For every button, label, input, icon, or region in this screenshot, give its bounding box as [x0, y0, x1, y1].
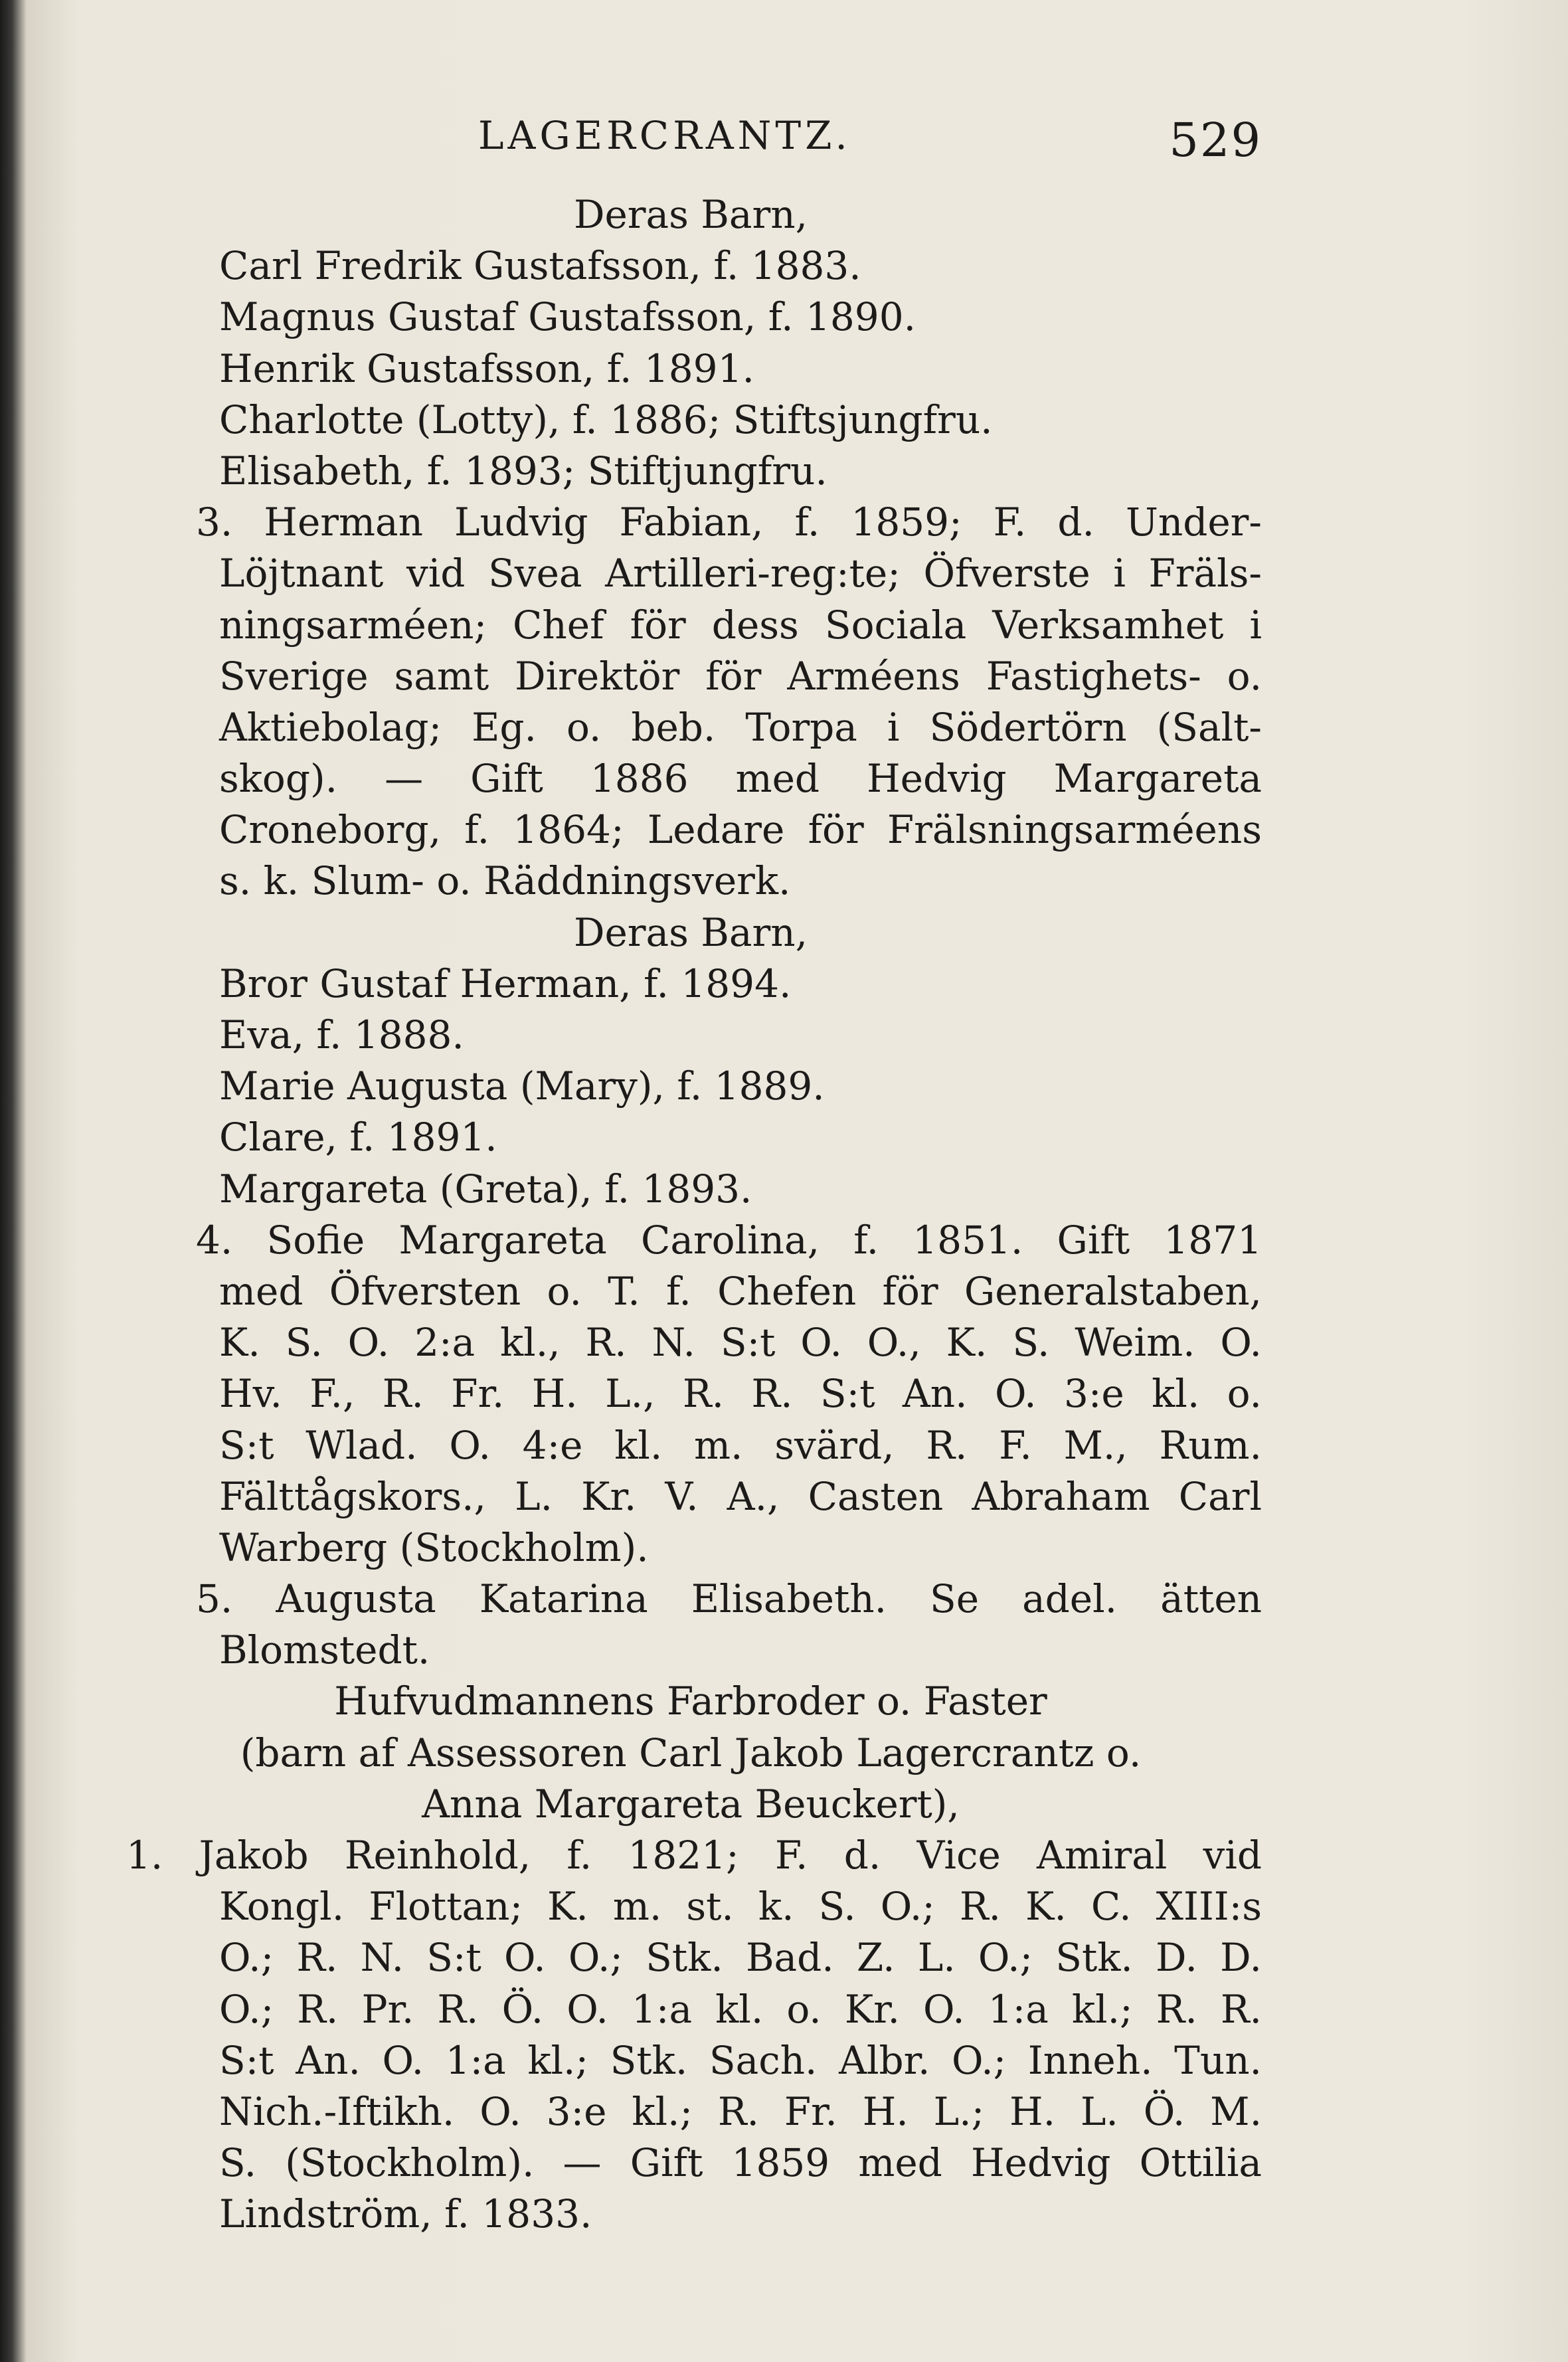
text-line: O.; R. Pr. R. Ö. O. 1:a kl. o. Kr. O. 1:a kl.; R. R.: [219, 1986, 1262, 2032]
text-line: (barn af Assessoren Carl Jakob Lagercrantz o.: [240, 1730, 1142, 1775]
text-line: ningsarméen; Chef för dess Sociala Verksamhet i: [219, 602, 1262, 648]
text-line: K. S. O. 2:a kl., R. N. S:t O. O., K. S. Weim. O.: [219, 1320, 1262, 1366]
running-header: [478, 113, 1262, 173]
body-text: [120, 189, 1262, 2240]
text-line: 4. Sofie Margareta Carolina, f. 1851. Gift 1871: [196, 1217, 1262, 1263]
text-line: Hv. F., R. Fr. H. L., R. R. S:t An. O. 3:e kl. o.: [219, 1371, 1262, 1417]
text-line: Kongl. Flottan; K. m. st. k. S. O.; R. K. C. XIII:s: [219, 1884, 1262, 1930]
text-line: Aktiebolag; Eg. o. beb. Torpa i Södertörn (Salt-: [219, 704, 1262, 750]
text-line: S:t Wlad. O. 4:e kl. m. svärd, R. F. M., Rum.: [219, 1422, 1262, 1468]
text-line: skog). — Gift 1886 med Hedvig Margareta: [219, 756, 1262, 802]
text-line: Clare, f. 1891.: [219, 1115, 497, 1160]
text-line: Margareta (Greta), f. 1893.: [219, 1166, 752, 1212]
text-line: S. (Stockholm). — Gift 1859 med Hedvig Ottilia: [219, 2140, 1262, 2186]
text-line: Deras Barn,: [573, 909, 808, 955]
text-line: Deras Barn,: [573, 192, 808, 237]
text-line: Lindström, f. 1833.: [219, 2191, 592, 2237]
text-line: S:t An. O. 1:a kl.; Stk. Sach. Albr. O.; Inneh. Tun.: [219, 2037, 1262, 2083]
text-line: Warberg (Stockholm).: [219, 1524, 649, 1570]
header-title: LAGERCRANTZ.: [478, 113, 851, 158]
text-line: Elisabeth, f. 1893; Stiftjungfru.: [219, 448, 828, 494]
text-line: Magnus Gustaf Gustafsson, f. 1890.: [219, 294, 916, 340]
text-line: Charlotte (Lotty), f. 1886; Stiftsjungfru.: [219, 397, 993, 442]
text-line: Fälttågskors., L. Kr. V. A., Casten Abraham Carl: [219, 1473, 1262, 1519]
text-line: Croneborg, f. 1864; Ledare för Frälsningsarméens: [219, 807, 1262, 853]
text-line: Henrik Gustafsson, f. 1891.: [219, 345, 754, 391]
text-line: 1. Jakob Reinhold, f. 1821; F. d. Vice Amiral vid: [126, 1833, 1262, 1878]
page-number: 529: [1169, 113, 1262, 167]
text-line: Marie Augusta (Mary), f. 1889.: [219, 1063, 825, 1109]
text-line: Anna Margareta Beuckert),: [422, 1781, 960, 1827]
text-line: 3. Herman Ludvig Fabian, f. 1859; F. d. Under-: [196, 500, 1262, 545]
text-line: O.; R. N. S:t O. O.; Stk. Bad. Z. L. O.; Stk. D. D.: [219, 1935, 1262, 1981]
text-line: Sverige samt Direktör för Arméens Fastighets- o.: [219, 653, 1262, 699]
text-line: Nich.-Iftikh. O. 3:e kl.; R. Fr. H. L.; H. L. Ö. M.: [219, 2088, 1262, 2134]
text-line: s. k. Slum- o. Räddningsverk.: [219, 858, 791, 904]
text-line: Bror Gustaf Herman, f. 1894.: [219, 960, 792, 1006]
text-line: 5. Augusta Katarina Elisabeth. Se adel. ätten: [196, 1576, 1262, 1622]
text-line: med Öfversten o. T. f. Chefen för Generalstaben,: [219, 1268, 1262, 1314]
text-line: Hufvudmannens Farbroder o. Faster: [334, 1679, 1047, 1724]
text-line: Löjtnant vid Svea Artilleri-reg:te; Öfverste i Fräls-: [219, 551, 1262, 596]
text-line: Carl Fredrik Gustafsson, f. 1883.: [219, 243, 861, 289]
text-line: Eva, f. 1888.: [219, 1012, 464, 1057]
text-line: Blomstedt.: [219, 1627, 430, 1673]
